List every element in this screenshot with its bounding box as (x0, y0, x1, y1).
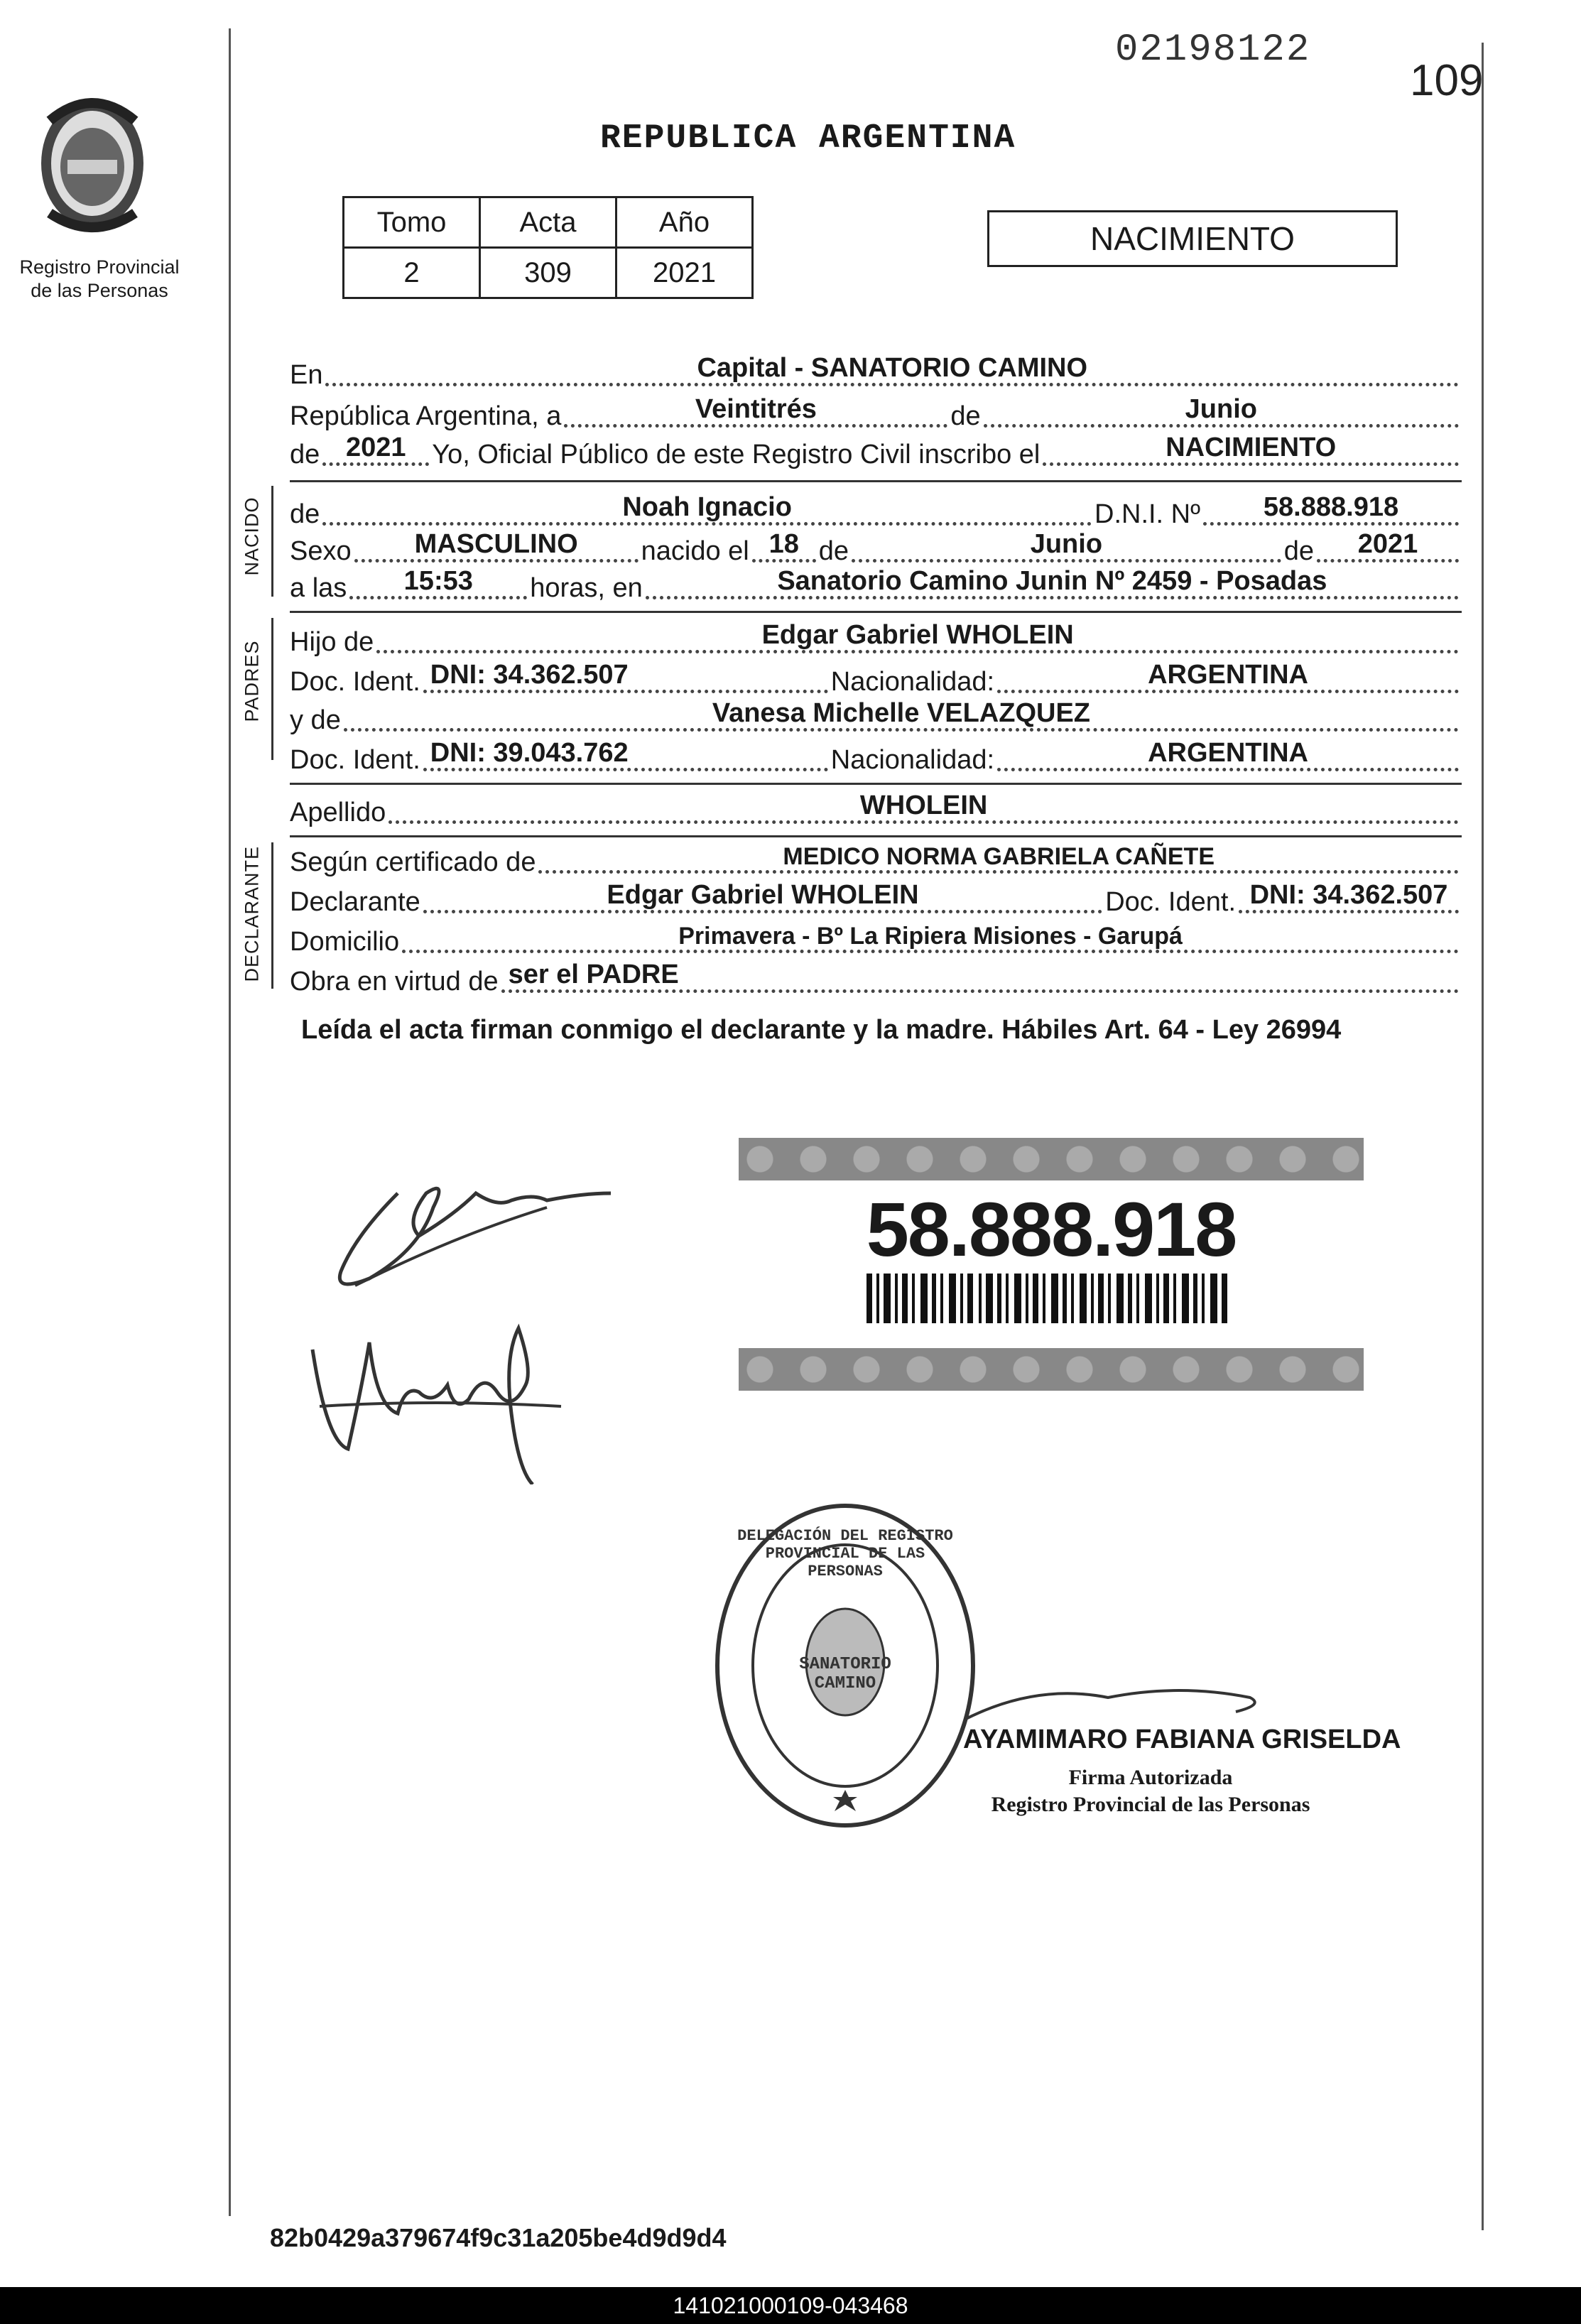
padres-row-father (290, 618, 1462, 658)
father-nac-value: ARGENTINA (1148, 660, 1308, 690)
footer-code-bar: 141021000109-043468 (0, 2287, 1581, 2324)
en-value: Capital - SANATORIO CAMINO (697, 353, 1088, 383)
place-field (646, 564, 1459, 604)
birth-year-value: 2021 (1357, 529, 1418, 559)
father-doc-field (423, 658, 828, 697)
apellido-row (290, 788, 1462, 828)
volume-acta-value: 309 (480, 248, 616, 298)
dni-sticker-number: 58.888.918 (866, 1186, 1237, 1272)
dni-sticker-bottom-band (739, 1348, 1364, 1391)
inscribo-value: NACIMIENTO (1166, 433, 1337, 462)
separator-2 (290, 611, 1462, 613)
year-field (322, 430, 429, 470)
father-value: Edgar Gabriel WHOLEIN (761, 620, 1074, 650)
mother-nac-label: Nacionalidad: (830, 745, 995, 775)
seal-inner-text: SANATORIO CAMINO (799, 1655, 891, 1693)
separator-3 (290, 783, 1462, 785)
declarante-label: Declarante (290, 887, 420, 917)
apellido-field (389, 788, 1459, 828)
birth-month-field (852, 527, 1281, 567)
time-value: 15:53 (403, 566, 473, 596)
birth-day-field (752, 527, 816, 567)
province-logo (28, 92, 156, 249)
declarante-value: Edgar Gabriel WHOLEIN (607, 880, 919, 910)
document-hash: 82b0429a379674f9c31a205be4d9d9d4 (270, 2223, 727, 2252)
sexo-value: MASCULINO (414, 529, 578, 559)
declarante-row-name (290, 878, 1462, 918)
intro-row-en (290, 351, 1462, 391)
mother-nac-field (997, 736, 1459, 776)
month-field (984, 392, 1459, 432)
birth-day-value: 18 (768, 529, 799, 559)
volume-header-acta: Acta (480, 197, 616, 248)
declarante-doc-field (1239, 878, 1459, 918)
declarante-row-domicilio (290, 918, 1462, 957)
day-field (564, 392, 947, 432)
year-value: 2021 (346, 433, 406, 462)
certificado-label: Según certificado de (290, 847, 536, 877)
nacido-de-label: de (290, 499, 320, 529)
birth-de-label: de (818, 536, 849, 566)
declarante-side-label: DECLARANTE (241, 845, 263, 982)
obra-field (501, 957, 1459, 997)
declarante-field (423, 878, 1102, 918)
hijo-label: Hijo de (290, 627, 374, 657)
mother-signature-icon (305, 1300, 575, 1484)
domicilio-label: Domicilio (290, 927, 400, 957)
logo-caption-line1: Registro Provincial (19, 256, 180, 278)
mother-value: Vanesa Michelle VELAZQUEZ (712, 698, 1090, 728)
mother-doc-field (423, 736, 828, 776)
nacido-row-name (290, 490, 1462, 530)
nacido-el-label: nacido el (641, 536, 749, 566)
logo-caption (7, 256, 192, 303)
time-field (349, 564, 527, 604)
padres-side-label: PADRES (241, 640, 263, 722)
right-margin-line (1482, 43, 1484, 2230)
declarante-doc-value: DNI: 34.362.507 (1249, 880, 1448, 910)
certificado-value: MEDICO NORMA GABRIELA CAÑETE (783, 843, 1215, 870)
en-label: En (290, 360, 323, 390)
declarante-row-obra (290, 957, 1462, 997)
volume-tomo-value: 2 (344, 248, 480, 298)
padres-row-mother-doc (290, 736, 1462, 776)
declarant-signature-icon (313, 1151, 653, 1314)
name-value: Noah Ignacio (622, 492, 792, 522)
apellido-label: Apellido (290, 798, 386, 827)
obra-value: ser el PADRE (508, 960, 679, 989)
signature-office: Registro Provincial de las Personas (991, 1793, 1310, 1816)
declarante-row-certificado (290, 838, 1462, 878)
en-field (325, 351, 1459, 391)
declarante-doc-label: Doc. Ident. (1105, 887, 1236, 917)
inscribo-field (1043, 430, 1459, 470)
nacido-row-time (290, 564, 1462, 604)
control-number: 02198122 (1115, 28, 1311, 72)
volume-header-anio: Año (616, 197, 753, 248)
de-label: de (950, 401, 981, 431)
volume-anio-value: 2021 (616, 248, 753, 298)
apellido-value: WHOLEIN (859, 791, 988, 820)
separator-1 (290, 480, 1462, 482)
birth-year-field (1317, 527, 1459, 567)
de2-label: de (290, 440, 320, 469)
domicilio-value: Primavera - Bº La Ripiera Misiones - Garupá (678, 923, 1183, 950)
day-value: Veintitrés (695, 394, 817, 424)
mother-doc-value: DNI: 39.043.762 (430, 738, 629, 768)
document-title: REPUBLICA ARGENTINA (600, 119, 1016, 158)
logo-caption-line2: de las Personas (31, 280, 168, 301)
dni-sticker (739, 1180, 1364, 1348)
obra-label: Obra en virtud de (290, 967, 499, 997)
closing-text: Leída el acta firman conmigo el declarante y la madre. Hábiles Art. 64 - Ley 26994 (301, 1015, 1342, 1045)
alas-label: a las (290, 573, 347, 603)
place-value: Sanatorio Camino Junin Nº 2459 - Posadas (777, 566, 1327, 596)
father-nac-field (997, 658, 1459, 697)
seal-outer-text: DELEGACIÓN DEL REGISTRO PROVINCIAL DE LAS PERSONAS (737, 1527, 953, 1580)
oficial-text: Yo, Oficial Público de este Registro Civil inscribo el (432, 440, 1041, 469)
mother-field (344, 696, 1459, 736)
month-value: Junio (1185, 394, 1257, 424)
nacido-side-label: NACIDO (241, 496, 263, 576)
barcode-icon (739, 1274, 1364, 1323)
father-doc-label: Doc. Ident. (290, 667, 420, 697)
name-field (322, 490, 1092, 530)
record-type-box: NACIMIENTO (987, 210, 1398, 267)
birth-de-label-2: de (1283, 536, 1314, 566)
intro-row-date (290, 392, 1462, 432)
yde-label: y de (290, 705, 341, 735)
separator-4 (290, 835, 1462, 837)
dni-sticker-top-band (739, 1138, 1364, 1180)
horas-label: horas, en (530, 573, 643, 603)
padres-row-mother (290, 696, 1462, 736)
province-shield-icon (28, 92, 156, 249)
republica-label: República Argentina, a (290, 401, 562, 431)
father-nac-label: Nacionalidad: (830, 667, 995, 697)
father-doc-value: DNI: 34.362.507 (430, 660, 629, 690)
padres-bar (271, 618, 273, 760)
intro-row-year (290, 430, 1462, 470)
volume-table-value-row (344, 248, 753, 298)
mother-nac-value: ARGENTINA (1148, 738, 1308, 768)
dni-label: D.N.I. Nº (1094, 499, 1200, 529)
padres-row-father-doc (290, 658, 1462, 697)
sexo-label: Sexo (290, 536, 352, 566)
declarante-bar (271, 842, 273, 989)
signature-role: Firma Autorizada (1068, 1766, 1233, 1789)
dni-field (1203, 490, 1459, 530)
sexo-field (354, 527, 639, 567)
birth-month-value: Junio (1030, 529, 1103, 559)
signature-name: AYAMIMARO FABIANA GRISELDA (963, 1725, 1401, 1754)
domicilio-field (402, 918, 1459, 957)
father-field (376, 618, 1459, 658)
nacido-bar (271, 486, 273, 597)
page-number: 109 (1410, 56, 1484, 105)
nacido-row-sexo (290, 527, 1462, 567)
left-margin-line (229, 28, 231, 2216)
volume-table (342, 196, 754, 299)
certificado-field (538, 838, 1459, 878)
mother-doc-label: Doc. Ident. (290, 745, 420, 775)
dni-value: 58.888.918 (1263, 492, 1399, 522)
volume-header-tomo: Tomo (344, 197, 480, 248)
volume-table-header-row (344, 197, 753, 248)
